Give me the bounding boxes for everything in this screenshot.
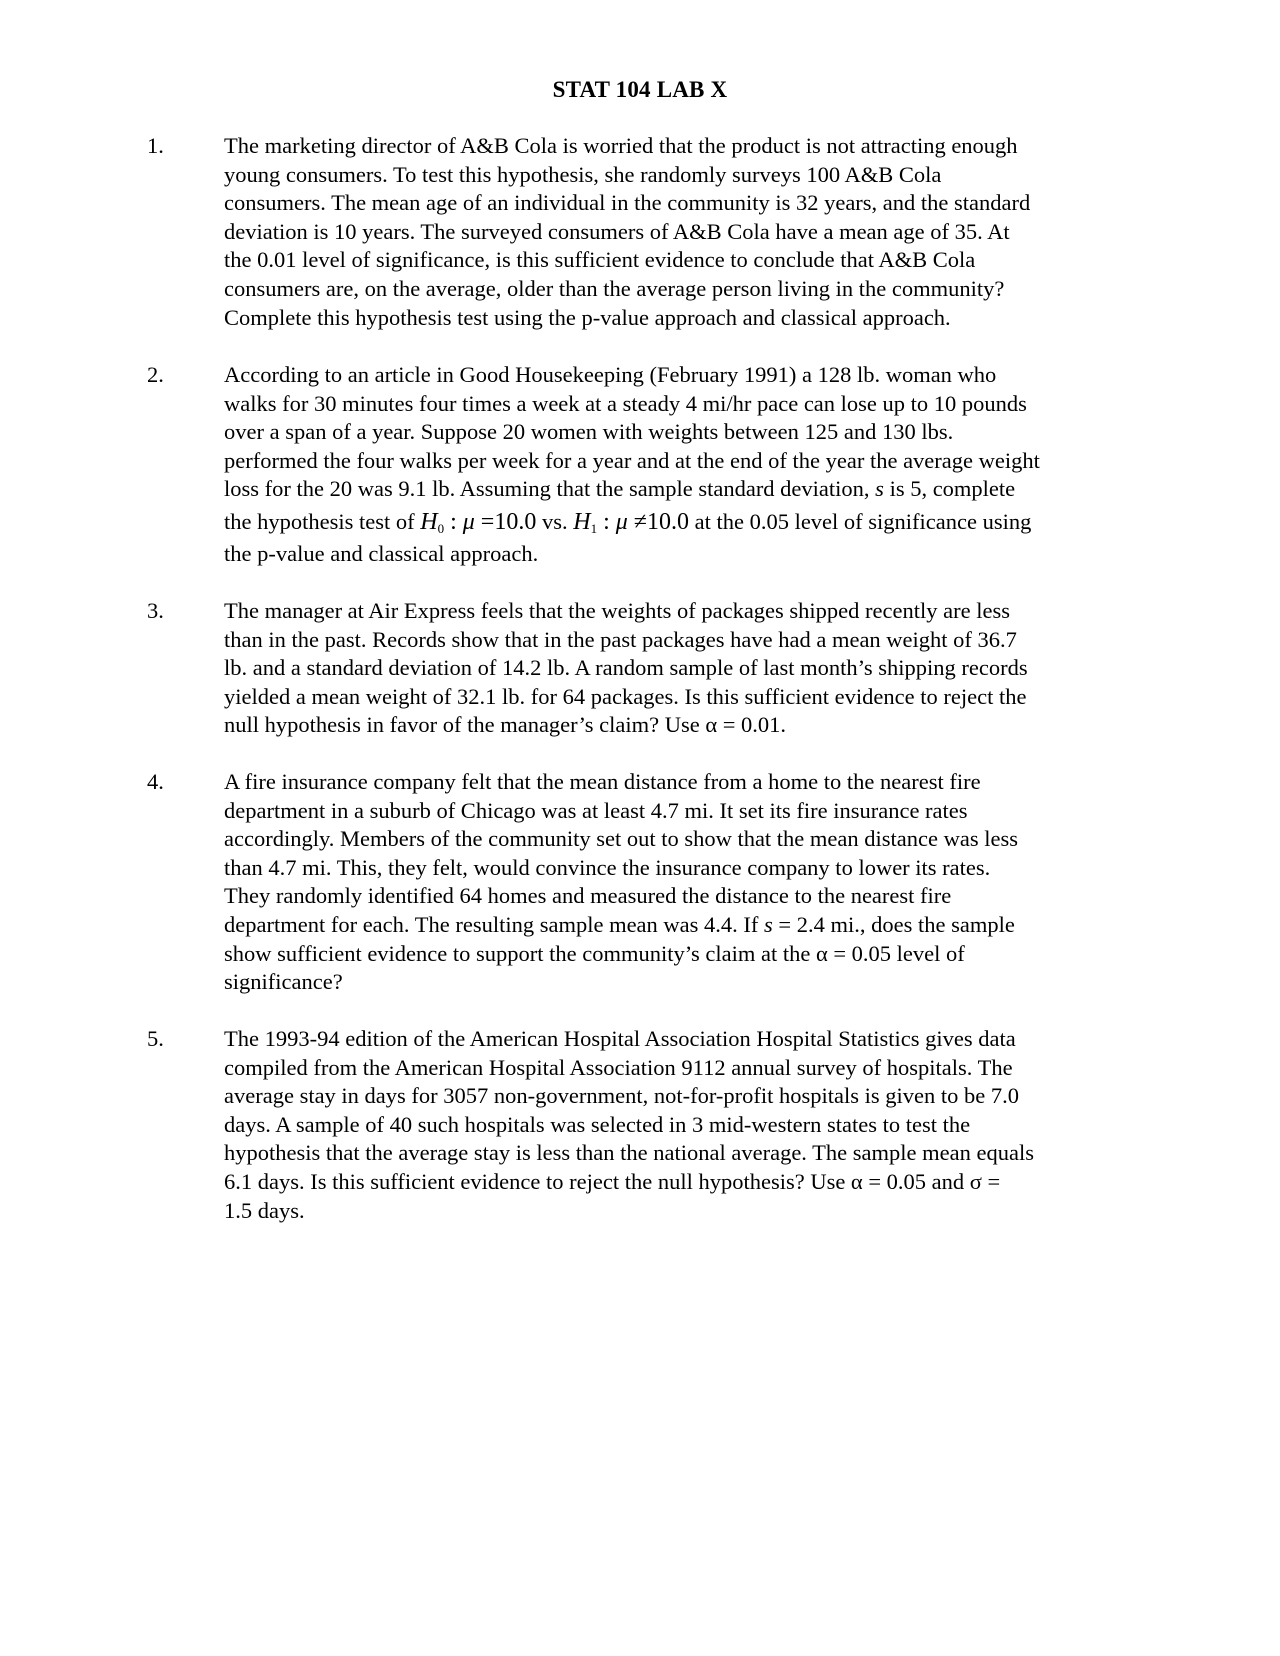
text-line: the p-value and classical approach. [224, 540, 539, 566]
text-line: lb. and a standard deviation of 14.2 lb. A random sample of last month’s shipping records [224, 655, 1028, 681]
problem-text [224, 1025, 1144, 1225]
text-line: consumers are, on the average, older than the average person living in the community? [224, 275, 1005, 301]
math-symbol-mu: μ [462, 508, 475, 535]
text-line: deviation is 10 years. The surveyed consumers of A&B Cola have a mean age of 35. At [224, 218, 1010, 244]
math-symbol-h: H [420, 508, 438, 535]
text-line: yielded a mean weight of 32.1 lb. for 64 packages. Is this sufficient evidence to reject the [224, 683, 1027, 709]
text-line: A fire insurance company felt that the mean distance from a home to the nearest fire [224, 769, 981, 794]
math-value: ≠10.0 [627, 508, 689, 535]
text-line: consumers. The mean age of an individual in the community is 32 years, and the standard [224, 190, 1031, 216]
text-line: significance? [224, 969, 343, 995]
problem-number: 1. [147, 133, 164, 158]
text-line: show sufficient evidence to support the community’s claim at the α = 0.05 level of [224, 940, 965, 966]
math-symbol-mu: μ [615, 508, 628, 535]
text-line: over a span of a year. Suppose 20 women with weights between 125 and 130 lbs. [224, 419, 954, 445]
text-segment: at the 0.05 level of significance using [688, 508, 1032, 534]
problem-number: 2. [147, 362, 164, 387]
text-line: 6.1 days. Is this sufficient evidence to reject the null hypothesis? Use α = 0.05 and σ = [224, 1168, 1001, 1194]
text-line: days. A sample of 40 such hospitals was selected in 3 mid-western states to test the [224, 1111, 971, 1137]
text-line: the 0.01 level of significance, is this sufficient evidence to conclude that A&B Cola [224, 247, 976, 273]
text-line: than in the past. Records show that in the past packages have had a mean weight of 36.7 [224, 626, 1017, 652]
null-hypothesis-expression [420, 509, 536, 535]
text-line: Complete this hypothesis test using the p-value approach and classical approach. [224, 304, 951, 330]
variable-s: s [875, 476, 884, 502]
problem-text [224, 132, 1144, 332]
page-title: STAT 104 LAB X [552, 77, 728, 102]
text-line: performed the four walks per week for a year and at the end of the year the average weight [224, 447, 1040, 473]
text-segment: = 2.4 mi., does the sample [772, 911, 1015, 937]
math-colon: : [444, 508, 463, 535]
text-segment: is 5, complete [883, 476, 1016, 502]
text-line [224, 475, 1144, 504]
text-segment: loss for the 20 was 9.1 lb. Assuming that the sample standard deviation, [224, 476, 876, 502]
problem-number: 4. [147, 769, 164, 794]
text-line: The marketing director of A&B Cola is worried that the product is not attracting enough [224, 133, 1018, 158]
text-line [224, 911, 1144, 940]
text-line: hypothesis that the average stay is less than the national average. The sample mean equals [224, 1140, 1034, 1166]
text-line: average stay in days for 3057 non-government, not-for-profit hospitals is given to be 7.0 [224, 1083, 1019, 1109]
text-segment: vs. [536, 508, 574, 534]
text-line: department in a suburb of Chicago was at least 4.7 mi. It set its fire insurance rates [224, 797, 968, 823]
text-line: The manager at Air Express feels that the weights of packages shipped recently are less [224, 598, 1010, 623]
math-subscript: 0 [437, 520, 445, 536]
text-line: accordingly. Members of the community set out to show that the mean distance was less [224, 826, 1018, 852]
text-line: According to an article in Good Housekeeping (February 1991) a 128 lb. woman who [224, 362, 997, 387]
text-line: null hypothesis in favor of the manager’s claim? Use α = 0.01. [224, 712, 787, 738]
text-segment: the hypothesis test of [224, 508, 421, 534]
problem-text [224, 768, 1144, 997]
text-line: compiled from the American Hospital Association 9112 annual survey of hospitals. The [224, 1054, 1013, 1080]
problem-number: 5. [147, 1026, 164, 1051]
problem-text [224, 597, 1144, 740]
variable-s: s [764, 911, 773, 937]
text-line: The 1993-94 edition of the American Hospital Association Hospital Statistics gives data [224, 1026, 1016, 1051]
text-line: They randomly identified 64 homes and measured the distance to the nearest fire [224, 883, 952, 909]
math-subscript: 1 [590, 520, 598, 536]
math-colon: : [597, 508, 616, 535]
text-line: walks for 30 minutes four times a week at a steady 4 mi/hr pace can lose up to 10 pounds [224, 390, 1027, 416]
text-line: young consumers. To test this hypothesis, she randomly surveys 100 A&B Cola [224, 161, 942, 187]
text-line-with-math [224, 504, 1144, 540]
problem-text [224, 361, 1144, 569]
text-line: than 4.7 mi. This, they felt, would convince the insurance company to lower its rates. [224, 854, 991, 880]
math-symbol-h: H [573, 508, 591, 535]
problem-number: 3. [147, 598, 164, 623]
math-value: =10.0 [474, 508, 537, 535]
text-segment: department for each. The resulting sample mean was 4.4. If [224, 911, 765, 937]
text-line: 1.5 days. [224, 1197, 305, 1223]
alt-hypothesis-expression [573, 509, 689, 535]
